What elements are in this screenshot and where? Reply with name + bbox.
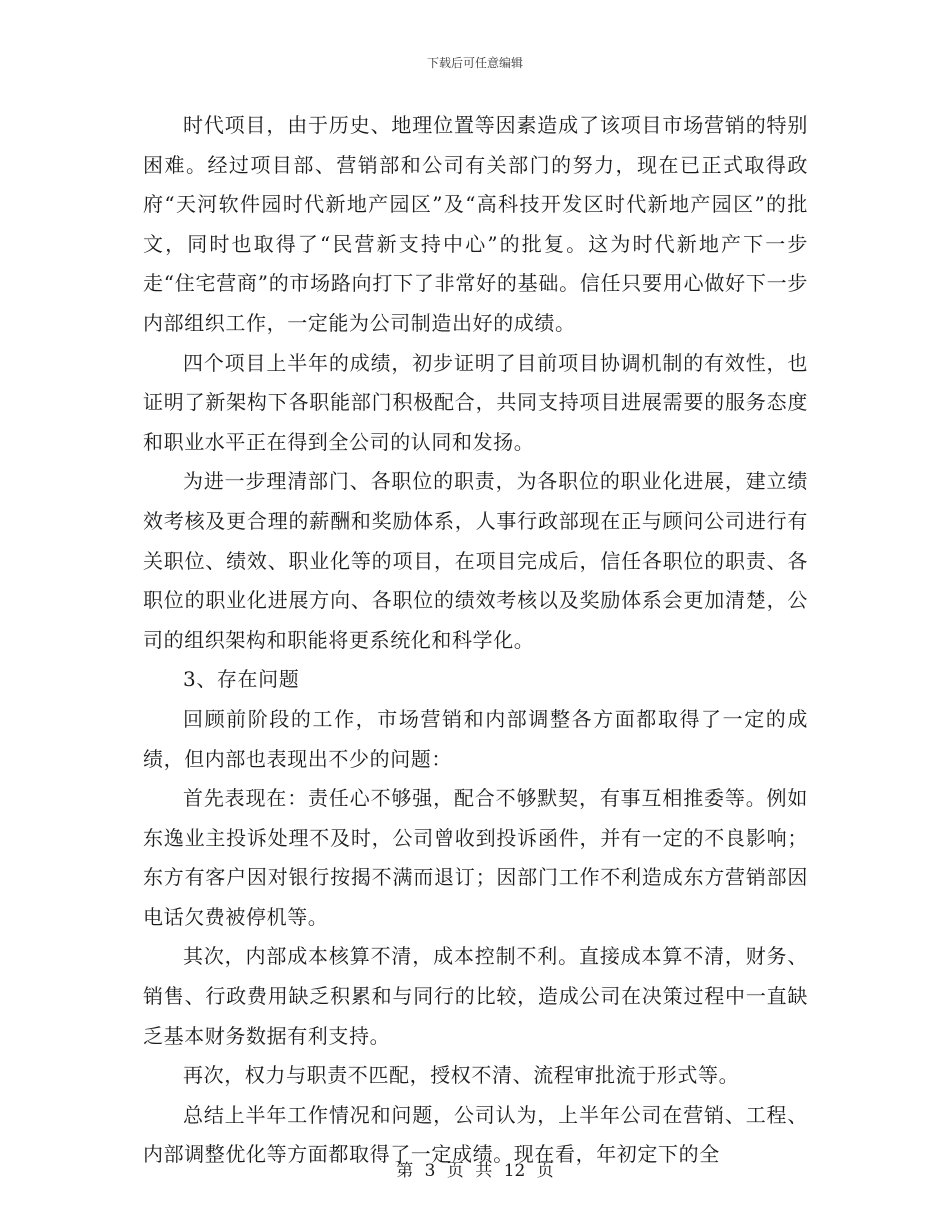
section-heading: 3、存在问题 xyxy=(183,667,300,692)
page-footer: 第 3 页 共 12 页 xyxy=(396,1161,554,1181)
paragraph-4: 回顾前阶段的工作，市场营销和内部调整各方面都取得了一定的成绩，但内部也表现出不少的问题： xyxy=(143,706,808,771)
paragraph-5: 首先表现在：责任心不够强，配合不够默契，有事互相推委等。例如东逸业主投诉处理不及时，公司曾收到投诉函件，并有一定的不良影响；东方有客户因对银行按揭不满而退订；因部门工作不利造成东方营销部因电话欠费被停机等。 xyxy=(143,786,808,929)
document-body xyxy=(143,106,808,1175)
paragraph-7: 再次，权力与职责不匹配，授权不清、流程审批流于形式等。 xyxy=(183,1063,740,1088)
paragraph-8: 总结上半年工作情况和问题，公司认为，上半年公司在营销、工程、内部调整优化等方面都取得了一定成绩。现在看，年初定下的全 xyxy=(143,1102,808,1167)
paragraph-6: 其次，内部成本核算不清，成本控制不利。直接成本算不清，财务、销售、行政费用缺乏积累和与同行的比较，造成公司在决策过程中一直缺乏基本财务数据有利支持。 xyxy=(143,944,808,1048)
paragraph-3: 为进一步理清部门、各职位的职责，为各职位的职业化进展，建立绩效考核及更合理的薪酬和奖励体系，人事行政部现在正与顾问公司进行有关职位、绩效、职业化等的项目，在项目完成后，信任各职位的职责、各职位的职业化进展方向、各职位的绩效考核以及奖励体系会更加清楚，公司的组织架构和职能将更系统化和科学化。 xyxy=(143,469,808,652)
paragraph-2: 四个项目上半年的成绩，初步证明了目前项目协调机制的有效性，也证明了新架构下各职能部门积极配合，共同支持项目进展需要的服务态度和职业水平正在得到全公司的认同和发扬。 xyxy=(143,350,808,454)
paragraph-1: 时代项目，由于历史、地理位置等因素造成了该项目市场营销的特别困难。经过项目部、营销部和公司有关部门的努力，现在已正式取得政府“天河软件园时代新地产园区”及“高科技开发区时代新地产园区”的批文，同时也取得了“民营新支持中心”的批复。这为时代新地产下一步走“住宅营商”的市场路向打下了非常好的基础。信任只要用心做好下一步内部组织工作，一定能为公司制造出好的成绩。 xyxy=(143,113,808,335)
page-header: 下载后可任意编辑 xyxy=(426,56,523,70)
